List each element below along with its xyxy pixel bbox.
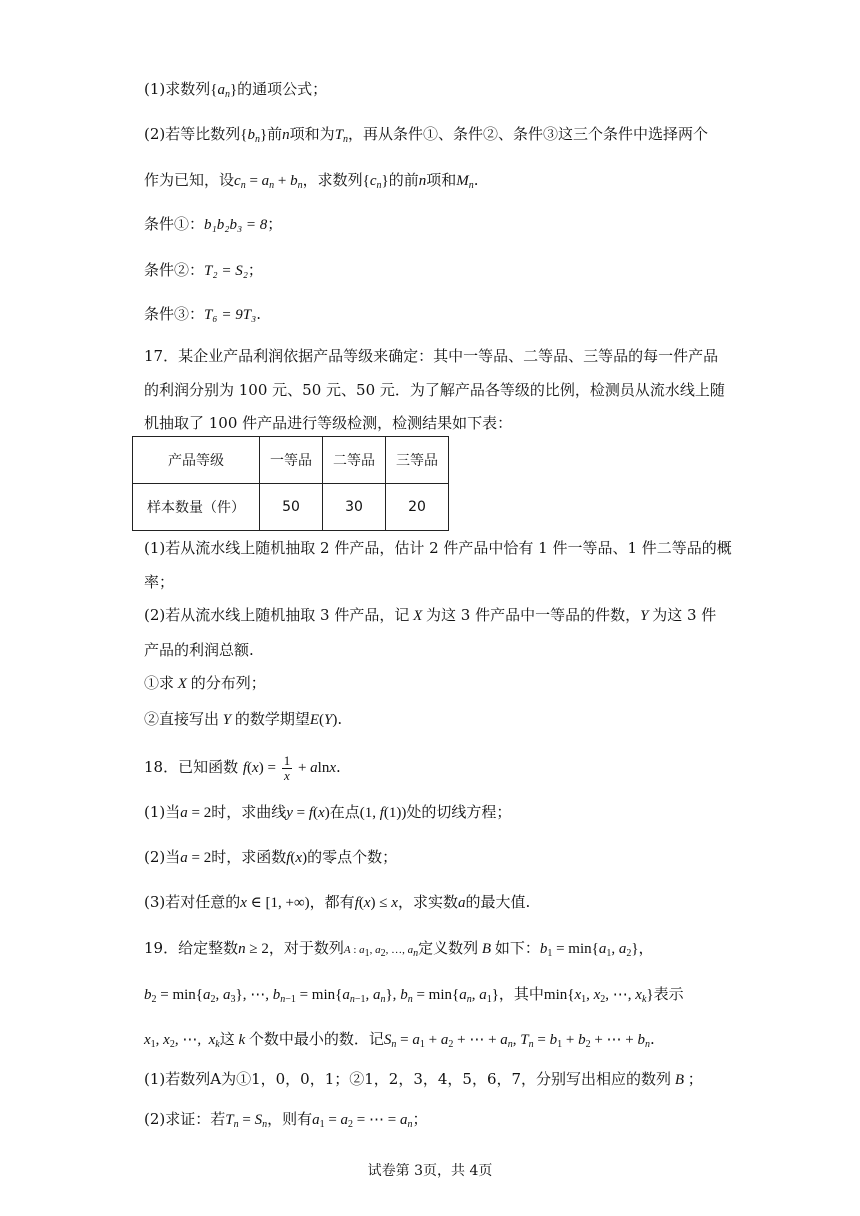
table-header-cell: 一等品 — [260, 437, 323, 484]
math-n: n — [282, 127, 290, 143]
math-fx-def: f(x) = $\frac{1}{x}$ + alnx — [242, 753, 336, 783]
q17-part2-line1: (2)若从流水线上随机抽取 3 件产品，记 X 为这 3 件产品中一等品的件数，Y 为这 3 件 — [144, 606, 717, 624]
cond2-expr: T₂ = S₂ — [204, 263, 248, 279]
table-header-cell: 产品等级 — [133, 437, 260, 484]
table-cell: 20 — [386, 484, 449, 531]
q16-part2-line1: (2)若等比数列$\{b_n\}$前n项和为$T_n$，再从条件①、条件②、条件③这三个条件中选择两个 — [144, 125, 709, 145]
condition-1: 条件①：b₁b₂b₃ = 8； — [144, 215, 283, 233]
table-header-row — [133, 437, 449, 484]
q17-line1: 17．某企业产品利润依据产品等级来确定：其中一等品、二等品、三等品的每一件产品 — [144, 347, 719, 365]
q18-part1: (1)当a = 2时，求曲线y = f(x)在点(1, f(1))处的切线方程； — [144, 803, 512, 821]
table-header-cell: 三等品 — [386, 437, 449, 484]
q17-part1-line1: (1)若从流水线上随机抽取 2 件产品，估计 2 件产品中恰有 1 件一等品、1 件二等品的概 — [144, 539, 732, 557]
math-cn-def: $c_n = a_n + b_n$ — [234, 173, 303, 191]
cond3-expr: T₆ = 9T₃ — [204, 307, 257, 323]
math-Mn: $M_n$ — [456, 173, 474, 191]
cond1-expr: b₁b₂b₃ = 8 — [204, 217, 268, 233]
q18-part3: (3)若对任意的x ∈ [1, +∞)，都有f(x) ≤ x，求实数a的最大值. — [144, 893, 531, 911]
q17-line3: 机抽取了 100 件产品进行等级检测，检测结果如下表： — [144, 414, 513, 432]
math-Tn: $T_n$ — [334, 127, 349, 145]
table-cell: 样本数量（件） — [133, 484, 260, 531]
math-set-cn: $\{c_n\}$ — [362, 173, 389, 191]
grade-table — [132, 436, 449, 531]
math-set-an: $\{a_n\}$ — [210, 82, 238, 100]
q17-sub2: ②直接写出 Y 的数学期望E(Y). — [144, 710, 343, 728]
q17-part1-line2: 率； — [144, 573, 175, 591]
q19-line2: $b_2 = \min\{a_2$, $a_3$}, ⋯, $b_{n-1} = \min\{a_{n-1}$, $a_n$}, $b_n = \min\{a_n$, $a_1$}，其中$\min\{x_1$, $x_2$, ⋯, $x_k$}表示 — [144, 985, 684, 1005]
q17-sub1: ①求 X 的分布列； — [144, 674, 266, 692]
q16-part1: (1)求数列$\{a_n\}$的通项公式； — [144, 80, 328, 100]
q16-part2-line2: 作为已知，设$c_n = a_n + b_n$，求数列$\{c_n\}$的前n项和$M_n$. — [144, 171, 479, 191]
table-header-cell: 二等品 — [323, 437, 386, 484]
q18-stem: 18．已知函数 f(x) = $\frac{1}{x}$ + alnx. — [144, 753, 341, 783]
math-set-bn: $\{b_n\}$ — [240, 127, 268, 145]
condition-3: 条件③：T₆ = 9T₃. — [144, 305, 262, 323]
table-row — [133, 484, 449, 531]
q17-part2-line2: 产品的利润总额. — [144, 641, 254, 659]
table-cell: 50 — [260, 484, 323, 531]
q17-line2: 的利润分别为 100 元、50 元、50 元．为了解产品各等级的比例，检测员从流水线上随 — [144, 381, 725, 399]
q19-line3: $x_1$, $x_2$, ⋯, $x_k$这 k 个数中最小的数．记$S_n = a_1 + a_2$ + ⋯ + $a_n$, $T_n = b_1 + b_2$ + ⋯ + $b_n$. — [144, 1030, 655, 1050]
q19-line1: 19．给定整数n ≥ 2，对于数列A : $a_1$, $a_2$, …, $a_n$定义数列 B 如下：$b_1 = \min\{a_1$, $a_2$}， — [144, 939, 654, 959]
math-EY: E(Y) — [309, 712, 338, 728]
q19-part1: (1)若数列A为①1，0，0，1；②1，2，3，4，5，6，7，分别写出相应的数列 B ； — [144, 1070, 703, 1088]
table-cell: 30 — [323, 484, 386, 531]
condition-2: 条件②：T₂ = S₂； — [144, 261, 263, 279]
q19-part2: (2)求证：若$T_n = S_n$，则有$a_1 = a_2$ = ⋯ = $a_n$； — [144, 1110, 428, 1130]
page-footer: 试卷第 3页，共 4页 — [367, 1163, 493, 1179]
q18-part2: (2)当a = 2时，求函数f(x)的零点个数； — [144, 848, 398, 866]
